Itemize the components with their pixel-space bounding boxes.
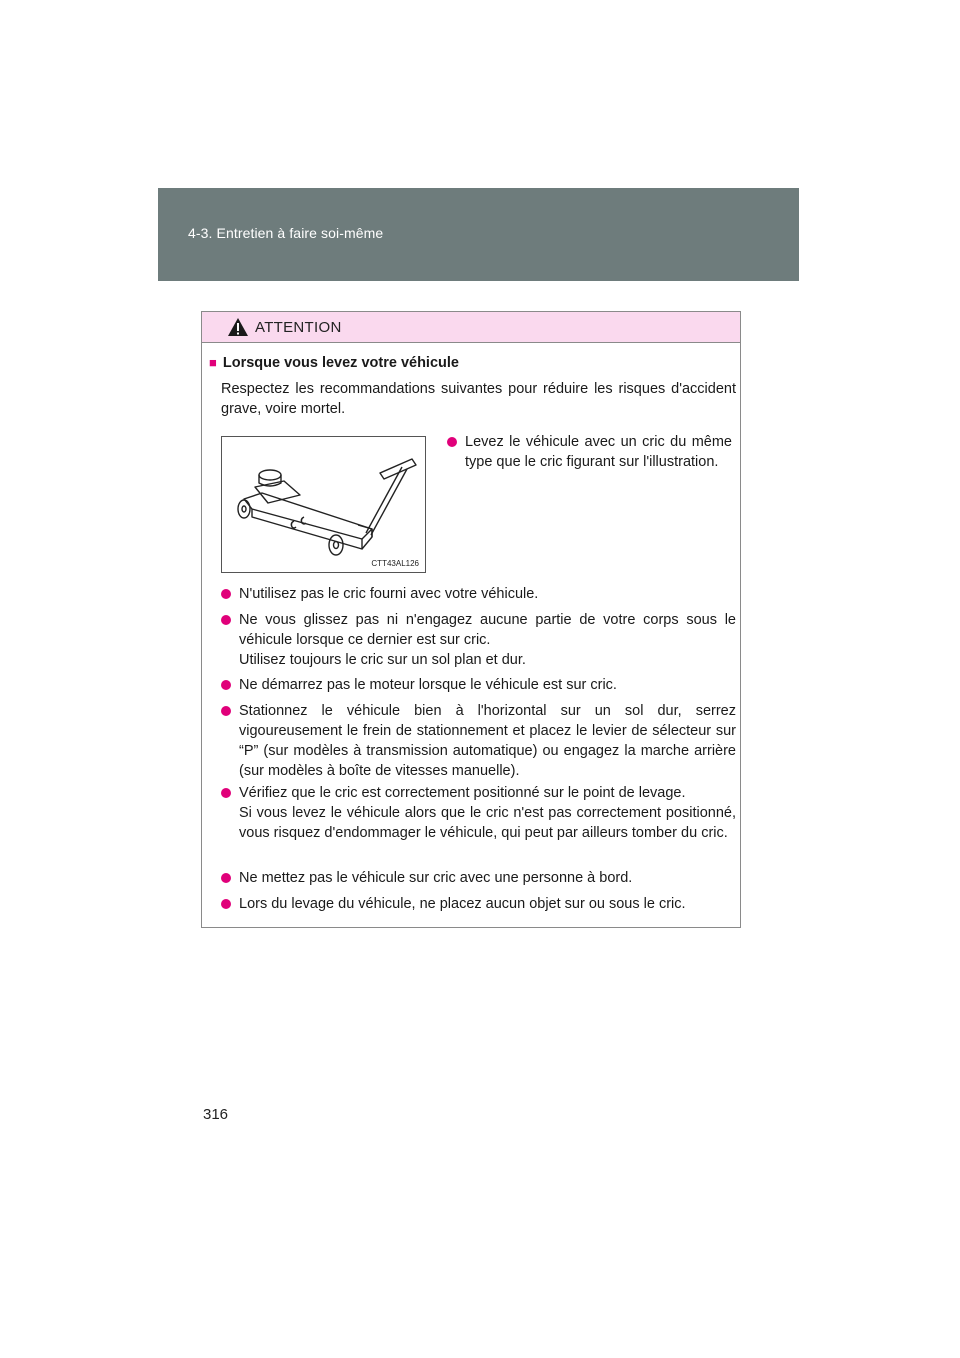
illustration-code: CTT43AL126: [371, 559, 419, 568]
list-item: [221, 868, 736, 888]
list-item-text: N'utilisez pas le cric fourni avec votre véhicule.: [239, 586, 539, 602]
floor-jack-icon: [222, 437, 425, 572]
list-item-text: Ne vous glissez pas ni n'engagez aucune partie de votre corps sous le véhicule lorsque ce dernier est sur cric.: [239, 612, 736, 648]
list-item: [447, 432, 732, 472]
list-item-text: Lors du levage du véhicule, ne placez aucun objet sur ou sous le cric.: [239, 896, 686, 912]
bullet-dot-icon: [221, 788, 231, 798]
bullet-dot-icon: [221, 706, 231, 716]
square-bullet-icon: ■: [209, 355, 217, 370]
list-item-text: Si vous levez le véhicule alors que le cric n'est pas correctement positionné, vous risquez d'endommager le véhicule, qui peut par ailleurs tomber du cric.: [239, 805, 736, 841]
page-number: 316: [203, 1106, 229, 1123]
list-item: [221, 584, 736, 604]
bullet-dot-icon: [221, 680, 231, 690]
list-item: [221, 701, 736, 781]
section-heading-text: Lorsque vous levez votre véhicule: [222, 355, 459, 371]
chapter-header-band: [158, 188, 799, 281]
bullet-dot-icon: [221, 615, 231, 625]
list-item: [221, 783, 736, 843]
intro-paragraph: Respectez les recommandations suivantes pour réduire les risques d'accident grave, voire mortel.: [221, 381, 736, 417]
list-item-text: Ne mettez pas le véhicule sur cric avec une personne à bord.: [239, 870, 633, 886]
list-item-text: Levez le véhicule avec un cric du même type que le cric figurant sur l'illustration.: [465, 434, 732, 470]
list-item: [221, 675, 736, 695]
bullet-dot-icon: [221, 873, 231, 883]
bullet-dot-icon: [221, 589, 231, 599]
warning-header: [202, 312, 740, 343]
list-item: [221, 610, 736, 670]
warning-box: [201, 311, 741, 928]
list-item-text: Ne démarrez pas le moteur lorsque le véhicule est sur cric.: [239, 677, 617, 693]
list-item-text: Stationnez le véhicule bien à l'horizontal sur un sol dur, serrez vigoureusement le frein de stationnement et placez le levier de sélecteur sur “P” (sur modèles à transmission automatique) ou engagez la marche arrière (sur modèles à boîte de vitesses manuelle).: [239, 703, 736, 779]
list-item-text: Utilisez toujours le cric sur un sol plan et dur.: [239, 652, 526, 668]
bullet-dot-icon: [447, 437, 457, 447]
bullet-dot-icon: [221, 899, 231, 909]
section-heading: [209, 355, 459, 371]
jack-illustration: [221, 436, 426, 573]
warning-triangle-icon: [227, 317, 249, 337]
warning-title: ATTENTION: [255, 319, 342, 336]
list-item-text: Vérifiez que le cric est correctement positionné sur le point de levage.: [239, 785, 686, 801]
section-title: 4-3. Entretien à faire soi-même: [188, 225, 384, 241]
list-item: [221, 894, 736, 914]
